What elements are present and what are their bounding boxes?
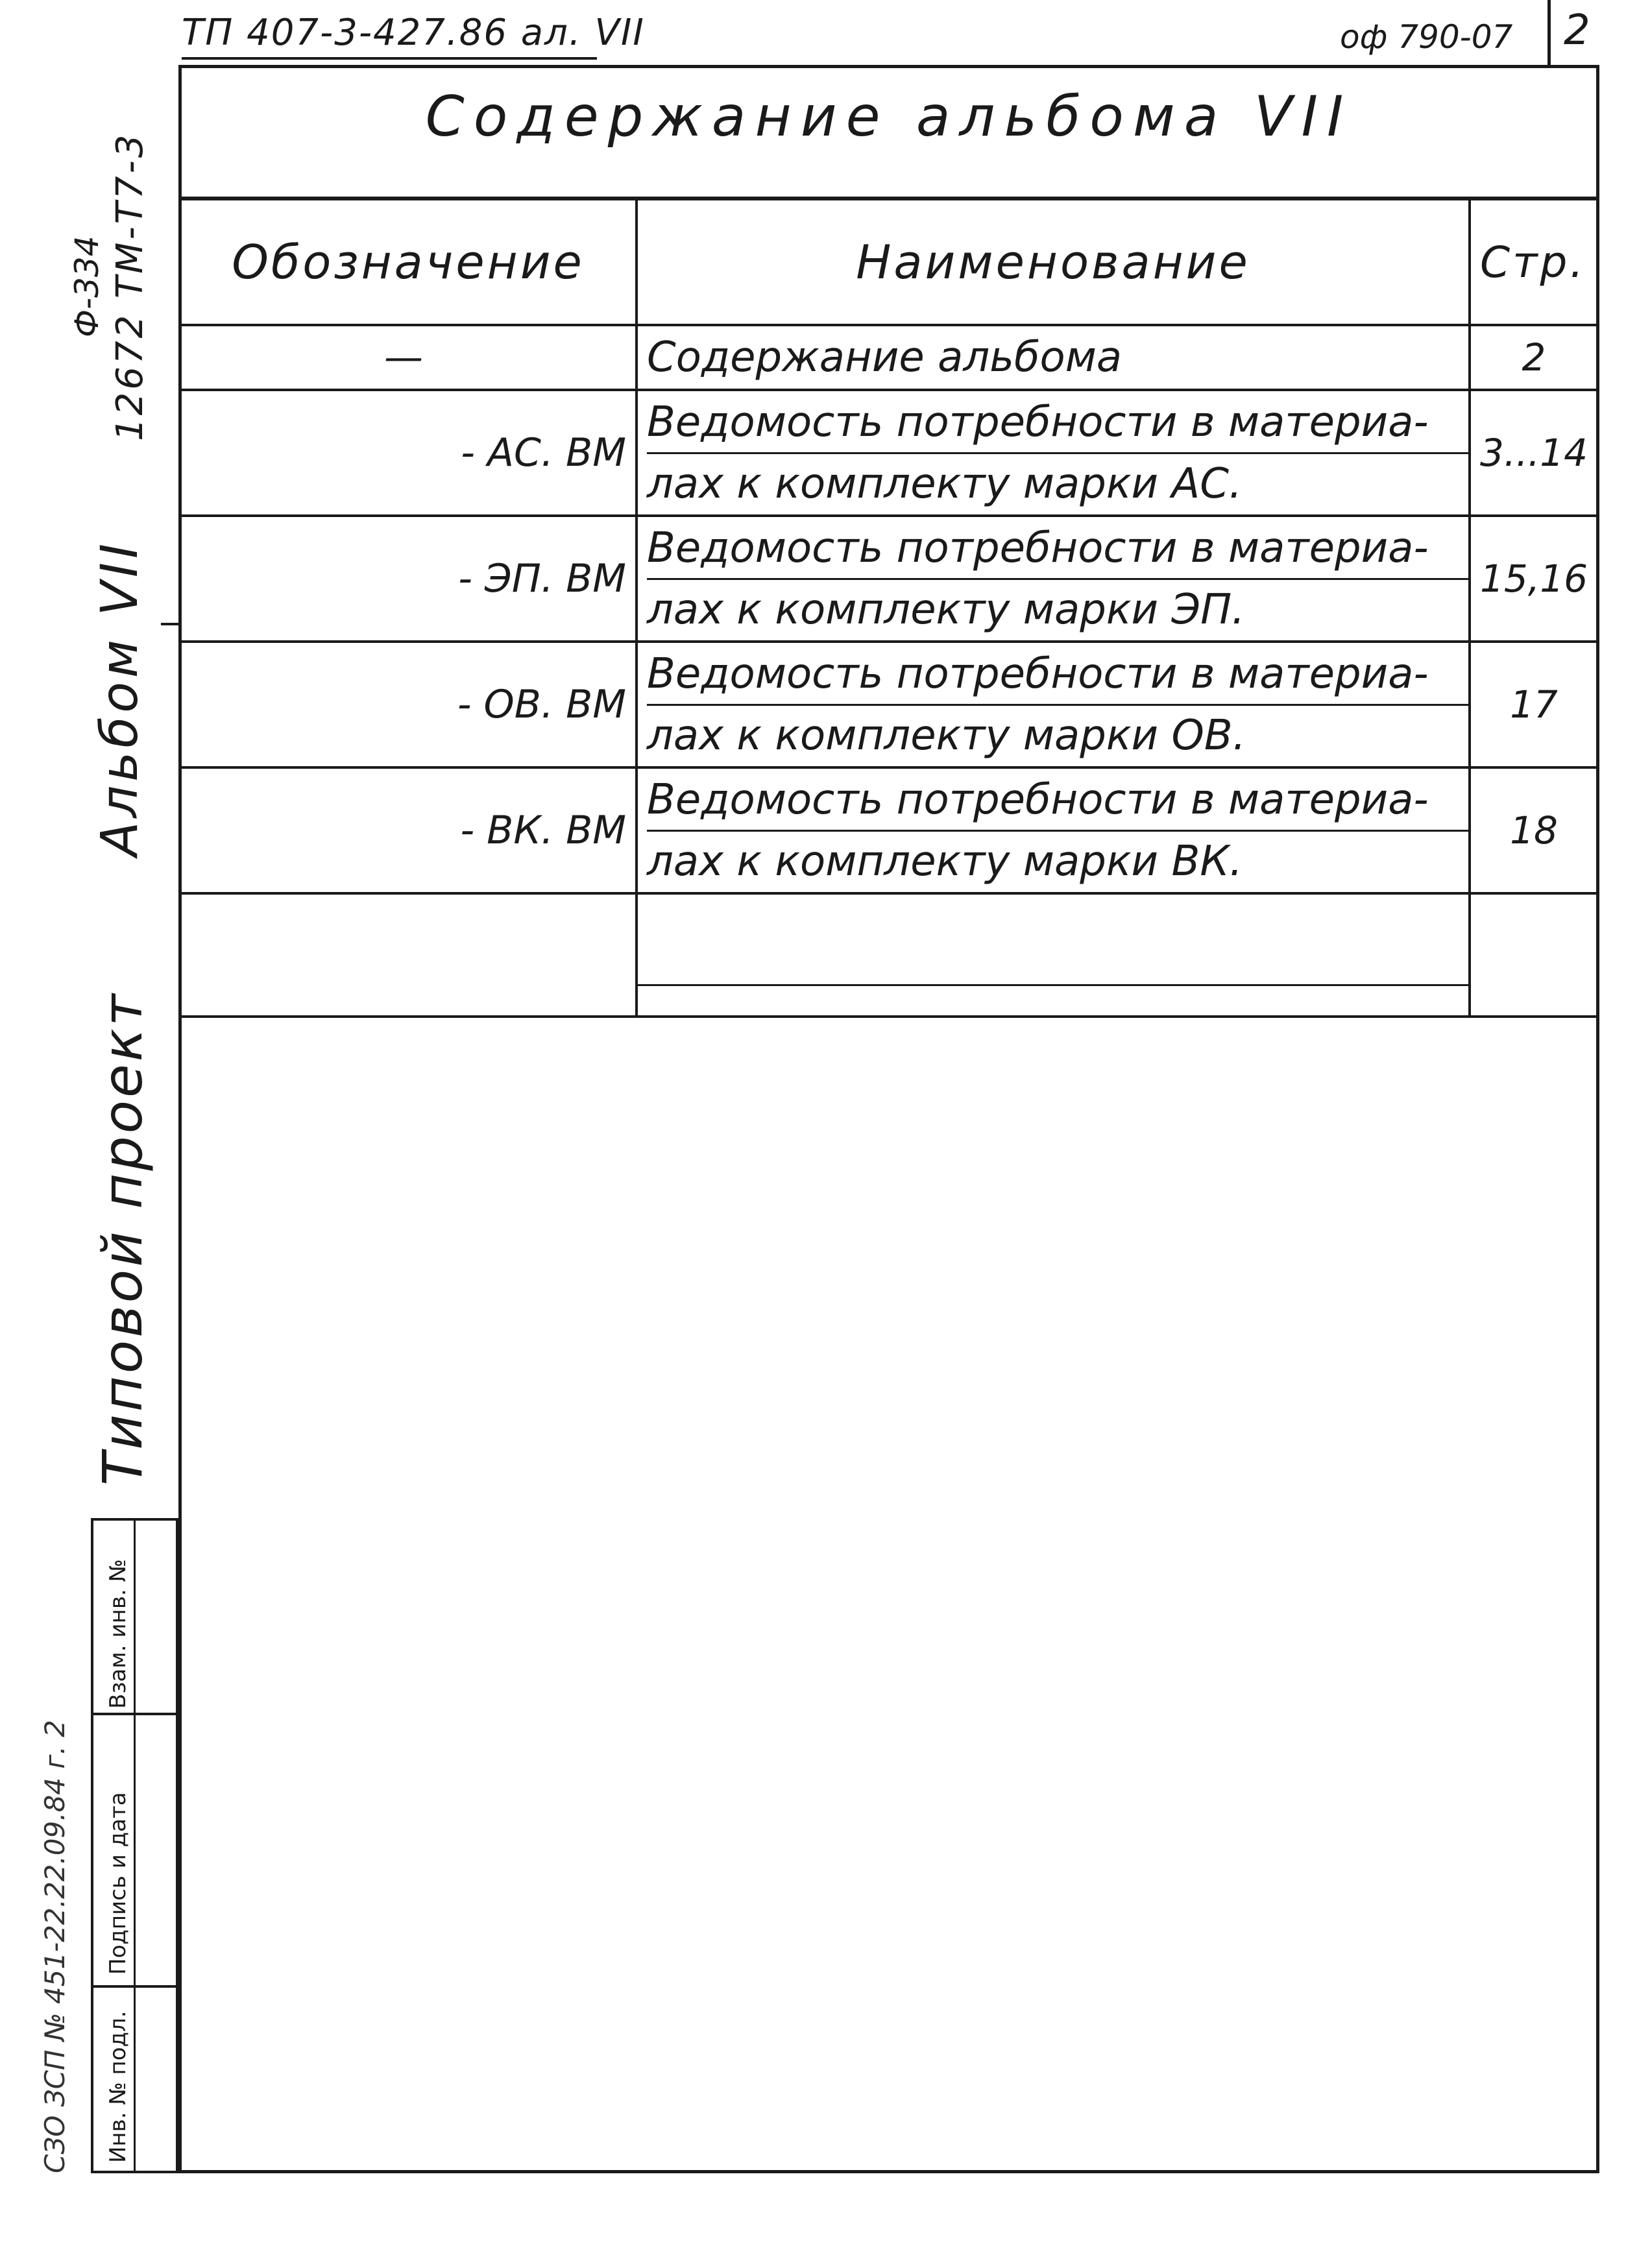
row-name [637, 516, 1470, 642]
margin-project-label: Типовой проект [91, 991, 154, 1486]
row-name-line: Ведомость потребности в материа- [647, 518, 1468, 580]
document-code: ТП 407-3-427.86 ал. VII [182, 12, 645, 54]
empty-rule [638, 924, 1468, 986]
table-header-row [180, 199, 1598, 325]
row-name [637, 325, 1470, 390]
table-row [180, 325, 1598, 390]
row-name [637, 390, 1470, 516]
empty-cell [180, 893, 637, 1017]
row-designation: - АС. ВМ [180, 390, 637, 516]
stamp-label-signature-date: Подпись и дата [105, 1792, 131, 1975]
margin-album-mark [161, 623, 180, 625]
row-name-line: лах к комплекту марки ЭП. [647, 585, 1245, 634]
approval-stamp-block [91, 1518, 178, 2173]
stamp-label-replace-inv: Взам. инв. № [105, 1559, 131, 1709]
document-code-underline [182, 57, 597, 60]
stamp-cell-signature-date [93, 1715, 176, 1988]
row-name [637, 642, 1470, 767]
stamp-cell-replace-inv [93, 1521, 176, 1715]
row-designation: - ОВ. ВМ [180, 642, 637, 767]
row-designation: — [180, 325, 637, 390]
row-name-line: Содержание альбома [647, 333, 1122, 381]
row-page: 2 [1470, 325, 1598, 390]
margin-code-primary: Ф-334 [68, 235, 106, 337]
row-name-line: лах к комплекту марки ВК. [647, 837, 1243, 886]
table-row-empty [180, 893, 1598, 1017]
margin-stamp-note: СЗО ЗСП № 451-22.22.09.84 г. 2 [39, 1720, 71, 2173]
contents-table [178, 198, 1599, 1018]
empty-cell [637, 893, 1470, 1017]
sheet-reference: оф 790-07 [1340, 18, 1513, 56]
table-row [180, 390, 1598, 516]
row-designation: - ВК. ВМ [180, 767, 637, 893]
table-row [180, 767, 1598, 893]
row-name-line: Ведомость потребности в материа- [647, 644, 1468, 706]
table-row [180, 642, 1598, 767]
header-name: Наименование [637, 199, 1470, 325]
page-title: Содержание альбома VII [425, 84, 1353, 149]
row-page: 15,16 [1470, 516, 1598, 642]
margin-album-label: Альбом VII [91, 539, 149, 856]
row-designation: - ЭП. ВМ [180, 516, 637, 642]
margin-code-secondary: 12672 ТМ-Т7-3 [109, 132, 151, 441]
sheet-number: 2 [1564, 6, 1590, 54]
row-page: 3...14 [1470, 390, 1598, 516]
row-name-line: лах к комплекту марки ОВ. [647, 711, 1246, 760]
row-page: 17 [1470, 642, 1598, 767]
row-name-line: лах к комплекту марки АС. [647, 459, 1243, 508]
header-page: Стр. [1470, 199, 1598, 325]
row-page: 18 [1470, 767, 1598, 893]
stamp-cell-inv-orig [93, 1988, 176, 2171]
table-row [180, 516, 1598, 642]
row-name-line: Ведомость потребности в материа- [647, 392, 1468, 454]
header-designation: Обозначение [180, 199, 637, 325]
row-name-line: Ведомость потребности в материа- [647, 770, 1468, 832]
stamp-label-inv-orig: Инв. № подл. [105, 2010, 131, 2163]
sheet-number-divider [1547, 0, 1551, 65]
row-name [637, 767, 1470, 893]
empty-cell [1470, 893, 1598, 1017]
